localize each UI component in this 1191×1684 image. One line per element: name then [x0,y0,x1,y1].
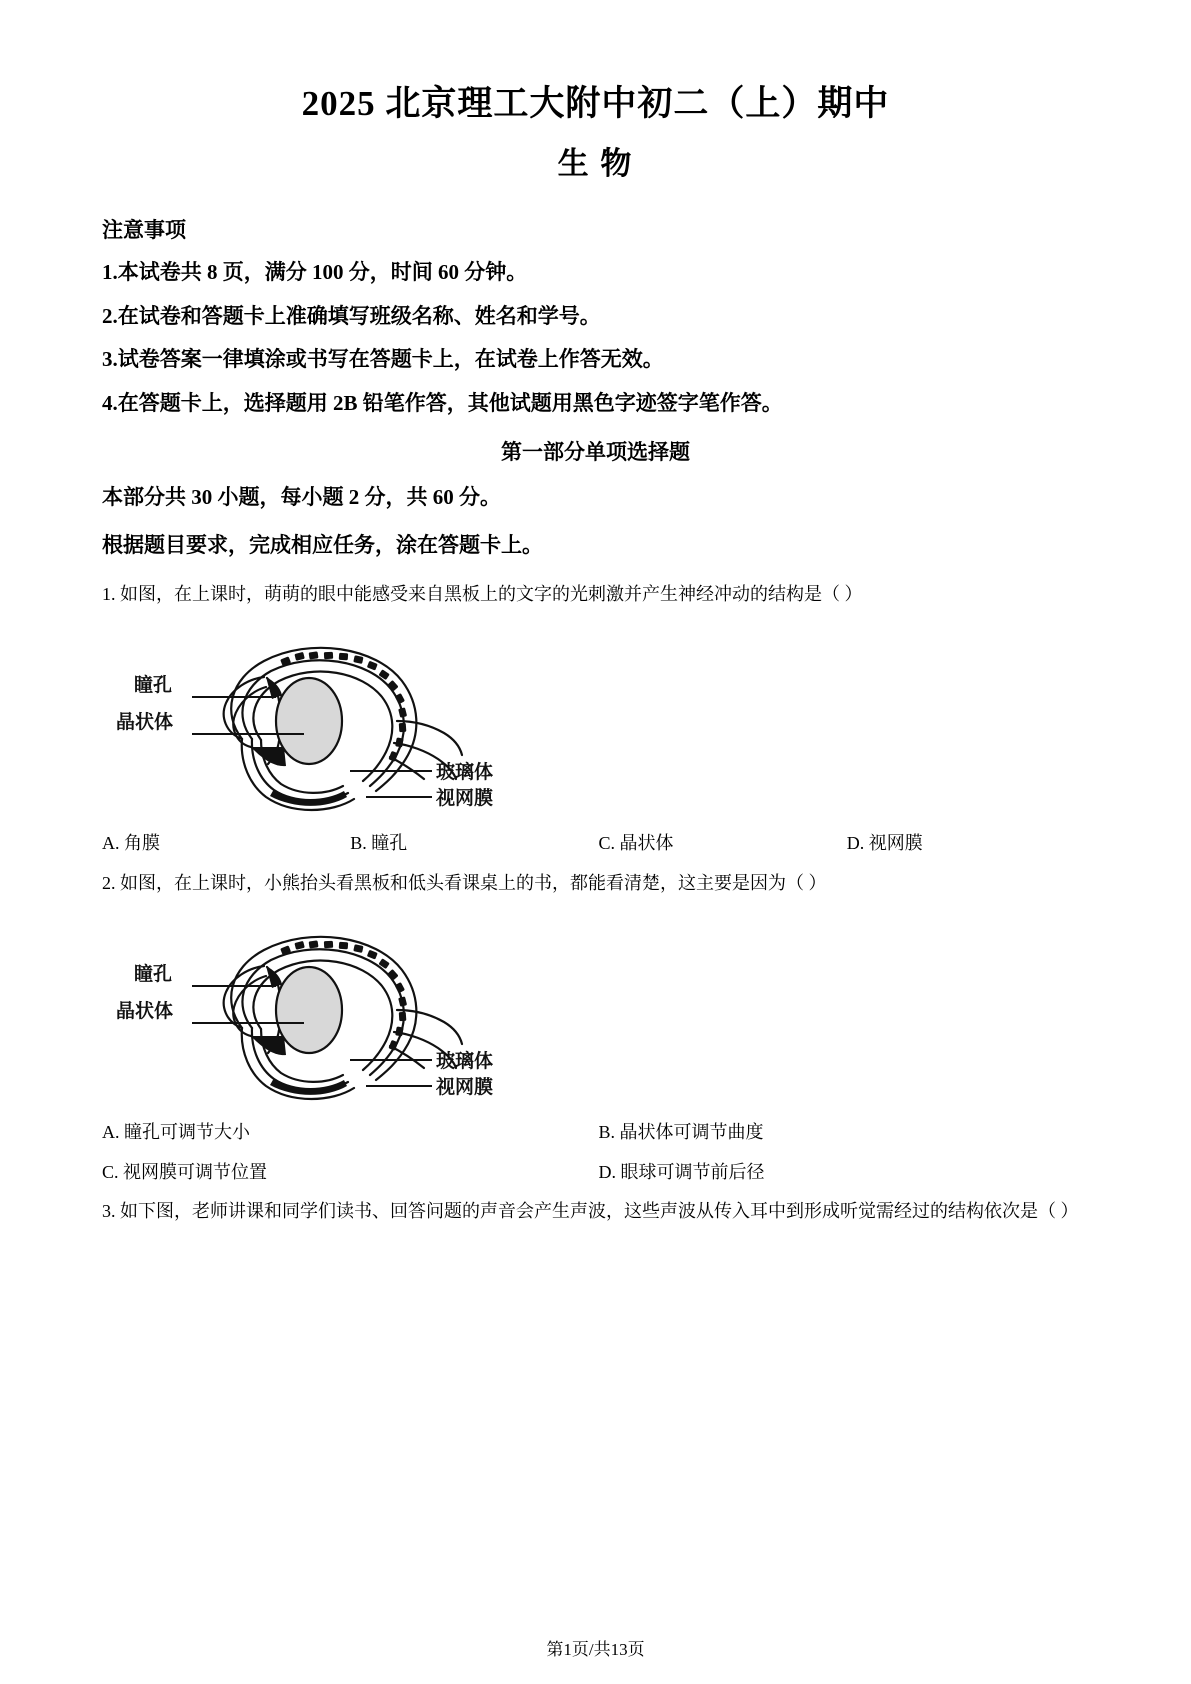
lens-shape [276,678,342,764]
question-3 [96,1195,1095,1228]
subject-title: 生 物 [557,145,634,181]
question-1-number: 1. [102,584,116,605]
question-2-number: 2. [102,872,116,893]
question-2-text: 如图，在上课时，小熊抬头看黑板和低头看课桌上的书，都能看清楚，这主要是因为（ ） [120,872,827,893]
question-3-text: 如下图，老师讲课和同学们读书、回答问题的声音会产生声波，这些声波从传入耳中到形成听觉需经过的结构依次是（ ） [120,1201,1079,1222]
question-1-option-a[interactable]: A. 角膜 [102,833,160,854]
notice-item-2: 2.在试卷和答题卡上准确填写班级名称、姓名和学号。 [102,303,601,328]
label-vitreous-body: 玻璃体 [436,1050,494,1072]
lens-shape [276,967,342,1053]
part-instruction: 根据题目要求，完成相应任务，涂在答题卡上。 [102,532,543,557]
question-2-option-a[interactable]: A. 瞳孔可调节大小 [102,1121,250,1142]
eyeball-diagram-1 [114,621,534,816]
question-2-option-b[interactable]: B. 晶状体可调节曲度 [598,1121,764,1142]
question-1-option-c[interactable]: C. 晶状体 [598,833,674,854]
question-2-options-row-1 [102,1115,1095,1149]
notice-item-3: 3.试卷答案一律填涂或书写在答题卡上，在试卷上作答无效。 [102,347,664,372]
label-vitreous-body: 玻璃体 [436,762,494,784]
label-pupil: 瞳孔 [134,963,173,985]
question-3-number: 3. [102,1201,116,1222]
question-3-stem [102,1195,1095,1228]
notice-block [96,216,1095,418]
question-2-option-d[interactable]: D. 眼球可调节前后径 [598,1162,765,1183]
lower-retina-band [270,1078,347,1095]
page-footer [0,1638,1191,1662]
question-1-stem [102,578,1095,611]
question-1-option-d[interactable]: D. 视网膜 [846,833,923,854]
question-2-stem [102,867,1095,900]
notice-item-1: 1.本试卷共 8 页，满分 100 分，时间 60 分钟。 [102,260,528,285]
question-2-options-row-2 [102,1155,1095,1189]
label-lens: 晶状体 [116,712,174,734]
lower-retina-band [270,789,347,806]
label-retina: 视网膜 [436,788,494,810]
eyeball-diagram-2 [114,910,534,1105]
page-title: 2025 北京理工大附中初二（上）期中 [301,84,890,123]
part-note: 本部分共 30 小题，每小题 2 分，共 60 分。 [102,485,501,510]
label-lens: 晶状体 [116,1000,174,1022]
notice-heading: 注意事项 [102,218,186,243]
part-header: 第一部分单项选择题 [501,439,690,464]
question-2 [96,867,1095,1190]
question-2-figure [96,910,1095,1105]
question-2-option-c[interactable]: C. 视网膜可调节位置 [102,1162,268,1183]
question-1-text: 如图，在上课时，萌萌的眼中能感受来自黑板上的文字的光刺激并产生神经冲动的结构是（ ） [120,584,863,605]
question-1 [96,578,1095,860]
page-indicator: 第1页/共13页 [546,1640,645,1660]
question-1-options [102,826,1095,860]
notice-item-4: 4.在答题卡上，选择题用 2B 铅笔作答，其他试题用黑色字迹签字笔作答。 [102,390,783,415]
question-1-option-b[interactable]: B. 瞳孔 [350,833,408,854]
label-pupil: 瞳孔 [134,675,173,697]
label-retina: 视网膜 [436,1076,494,1098]
question-1-figure [96,621,1095,816]
